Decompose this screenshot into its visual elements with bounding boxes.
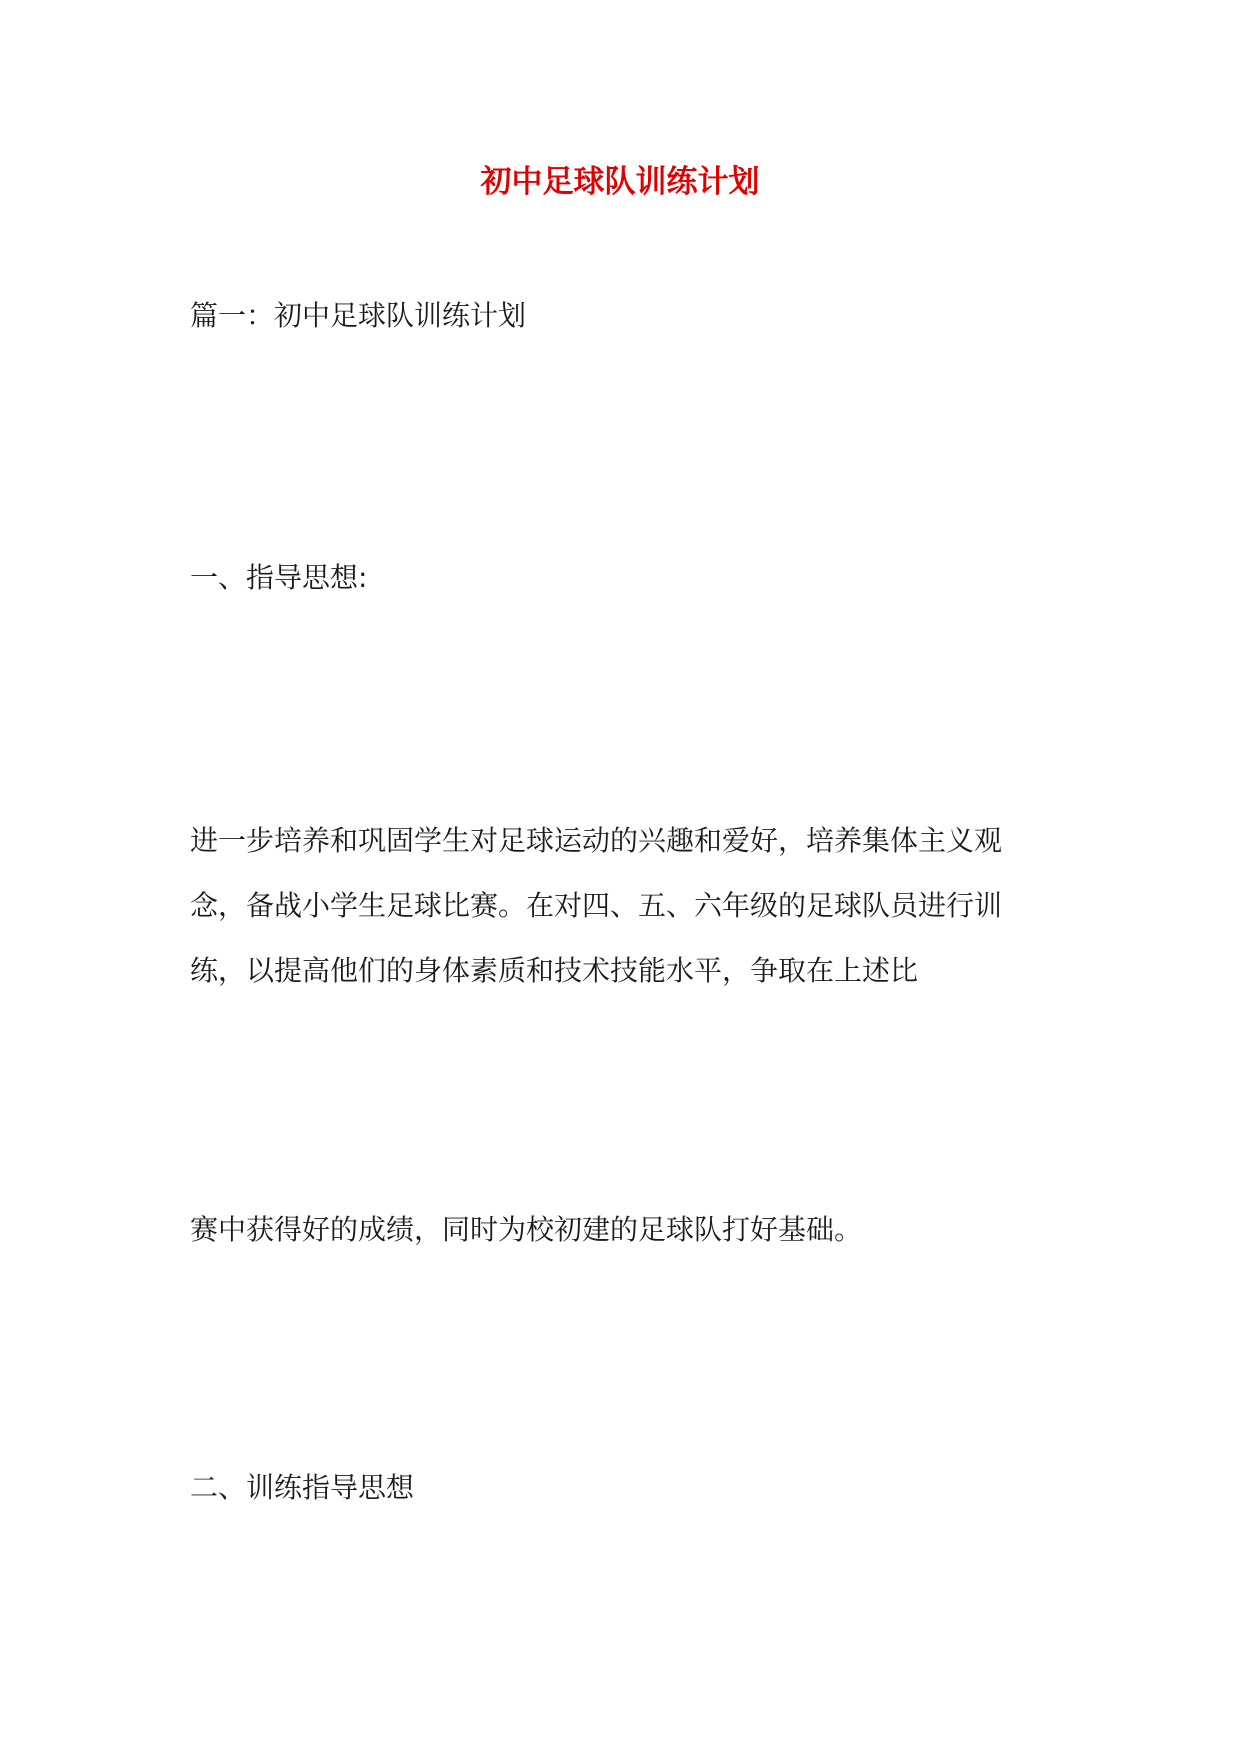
section-1-continuation: 赛中获得好的成绩，同时为校初建的足球队打好基础。 [190,1213,863,1246]
section-1-paragraph [190,808,1070,1003]
paragraph-line: 练，以提高他们的身体素质和技术技能水平，争取在上述比 [190,954,919,987]
subtitle: 篇一：初中足球队训练计划 [190,299,527,332]
section-1-heading: 一、指导思想: [190,561,368,594]
section-2-heading: 二、训练指导思想 [190,1471,415,1504]
document-title: 初中足球队训练计划 [480,164,760,200]
paragraph-line: 念，备战小学生足球比赛。在对四、五、六年级的足球队员进行训 [190,889,1003,922]
paragraph-line: 进一步培养和巩固学生对足球运动的兴趣和爱好，培养集体主义观 [190,824,1003,857]
